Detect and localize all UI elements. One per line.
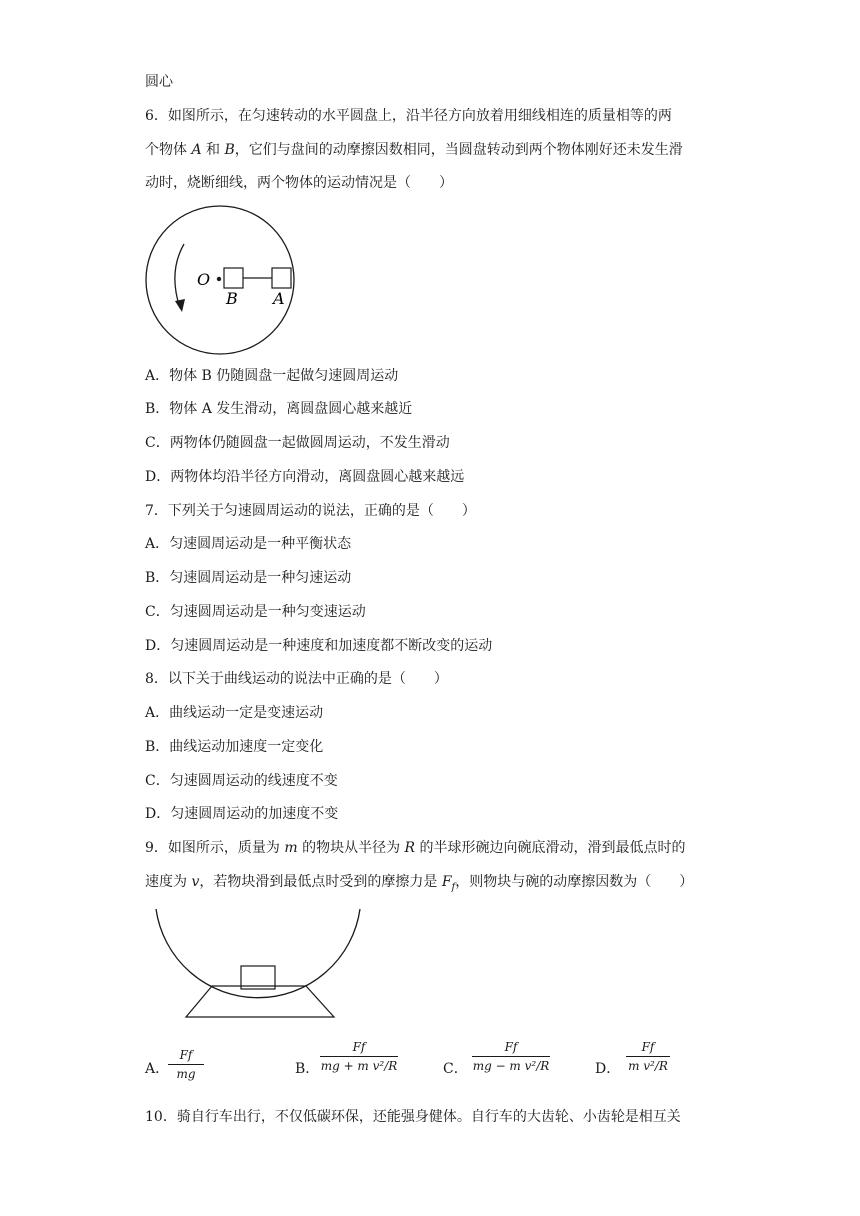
denominator: mg [176,1067,196,1081]
q9-text: 的物块从半径为 [297,840,405,856]
q7-stem: 7．下列关于匀速圆周运动的说法，正确的是（ ） [145,503,476,519]
q9-var-v: v [191,874,200,890]
q7-option-b: B．匀速圆周运动是一种匀速运动 [145,570,352,586]
center-dot [217,277,221,281]
q7-option-d: D．匀速圆周运动是一种速度和加速度都不断改变的运动 [145,638,493,654]
q7-option-c: C．匀速圆周运动是一种匀变速运动 [145,604,366,620]
fraction-bar [472,1056,550,1057]
q9-option-c-formula [472,1040,550,1073]
q7-option-a: A．匀速圆周运动是一种平衡状态 [145,536,352,552]
denominator: mg + m v²/R [320,1059,398,1073]
numerator: Ff [504,1040,518,1054]
q9-var-r: R [404,840,416,856]
denominator: mg − m v²/R [472,1059,550,1073]
q6-option-a: A．物体 B 仍随圆盘一起做匀速圆周运动 [145,368,399,384]
arrowhead-icon [175,299,185,312]
label-a: A [273,289,285,308]
q6-option-b: B．物体 A 发生滑动，离圆盘圆心越来越近 [145,401,413,417]
q6-stem-line1: 6．如图所示，在匀速转动的水平圆盘上，沿半径方向放着用细线相连的质量相等的两 [145,108,672,124]
q9-option-b-label: B． [295,1061,320,1077]
q9-text: 9．如图所示，质量为 [145,840,285,856]
continuation-text: 圆心 [145,74,173,90]
q9-stem-line1 [145,838,686,858]
fraction-bar [626,1056,670,1057]
bowl-stand [186,986,334,1017]
block-b [224,268,243,288]
q9-var-f: F [441,874,452,890]
q9-option-b-formula [320,1040,398,1073]
q8-option-b: B．曲线运动加速度一定变化 [145,739,324,755]
rotation-arrow-icon [175,244,184,308]
q9-text: ，则物块与碗的动摩擦因数为（ ） [455,874,694,890]
q8-option-a: A．曲线运动一定是变速运动 [145,705,324,721]
q6-stem-line3: 动时，烧断细线，两个物体的运动情况是（ ） [145,175,453,191]
q6-var-a: A [191,142,202,158]
numerator: Ff [352,1040,366,1054]
label-b: B [226,289,238,308]
q6-rotating-disk-figure [140,200,310,360]
q9-text: 的半球形碗边向碗底滑动，滑到最低点时的 [415,840,686,856]
q9-option-a-formula [168,1048,204,1081]
q9-var-f-subscript: f [451,881,456,893]
label-o: O [197,270,211,289]
q9-bowl-figure [150,905,370,1025]
q6-text: ，它们与盘间的动摩擦因数相同，当圆盘转动到两个物体刚好还未发生滑 [234,142,683,158]
q8-option-c: C．匀速圆周运动的线速度不变 [145,773,338,789]
q9-option-d-label: D． [595,1061,621,1077]
q9-text: 速度为 [145,874,192,890]
denominator: m v²/R [628,1059,668,1073]
fraction-bar [168,1064,204,1065]
q10-stem: 10．骑自行车出行，不仅低碳环保，还能强身健体。自行车的大齿轮、小齿轮是相互关 [145,1109,681,1125]
q8-option-d: D．匀速圆周运动的加速度不变 [145,806,339,822]
q9-option-a-label: A． [145,1061,170,1077]
q6-option-c: C．两物体仍随圆盘一起做圆周运动，不发生滑动 [145,435,450,451]
q6-stem-line2 [145,140,683,160]
numerator: Ff [179,1048,193,1062]
block-a [272,268,291,288]
q6-text: 和 [201,142,225,158]
numerator: Ff [641,1040,655,1054]
q9-text: ，若物块滑到最低点时受到的摩擦力是 [199,874,442,890]
q9-stem-line2 [145,872,693,898]
q6-option-d: D．两物体均沿半径方向滑动，离圆盘圆心越来越远 [145,469,465,485]
fraction-bar [320,1056,398,1057]
q6-var-b: B [224,142,235,158]
q9-option-c-label: C． [443,1061,468,1077]
q6-text: 个物体 [145,142,192,158]
q8-stem: 8．以下关于曲线运动的说法中正确的是（ ） [145,671,448,687]
q9-var-m: m [284,840,298,856]
q9-option-d-formula [626,1040,670,1073]
